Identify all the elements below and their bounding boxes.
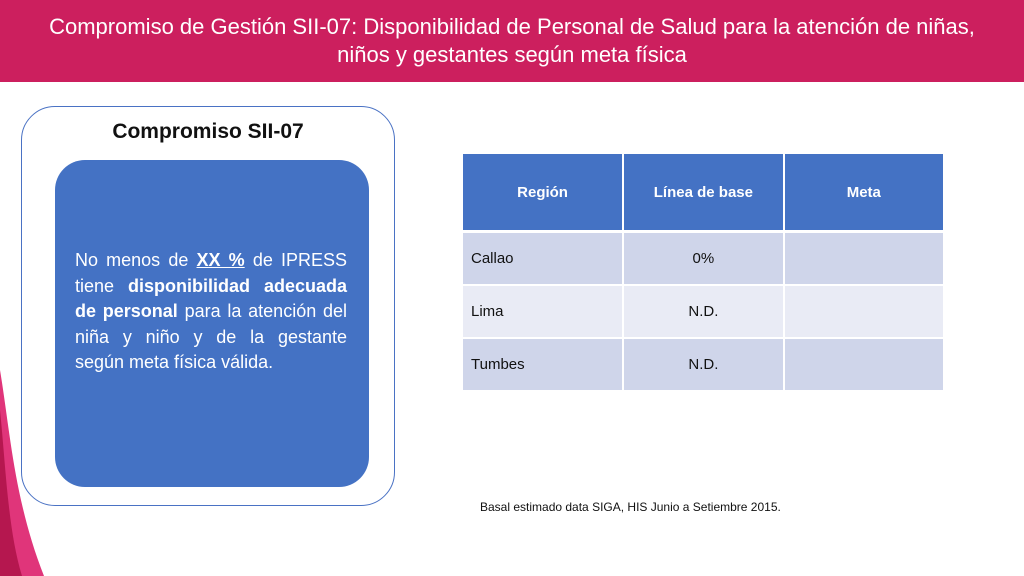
slide-title-line-2: niños y gestantes según meta física [337,42,687,67]
cell-baseline: 0% [623,232,784,286]
commitment-text-part-2: de IPRESS tiene [75,250,348,296]
table-row [463,338,943,391]
commitment-text-part-1: No menos de [75,250,197,270]
cell-target [784,338,943,391]
cell-region: Callao [463,232,623,286]
commitment-description-box [55,160,369,487]
column-header-target: Meta [784,154,943,232]
slide-header [0,0,1024,82]
commitment-text-bold: disponibilidad adecuada de personal [75,275,347,321]
cell-target [784,232,943,286]
cell-baseline: N.D. [623,285,784,338]
commitment-card-title: Compromiso SII-07 [112,120,304,143]
source-footnote: Basal estimado data SIGA, HIS Junio a Setiembre 2015. [480,500,781,514]
table-row [463,285,943,338]
commitment-text-part-3: para la atención del niña y niño y de la gestante según meta física válida. [75,301,348,372]
cell-baseline: N.D. [623,338,784,391]
table-row [463,232,943,286]
column-header-region: Región [463,154,623,232]
column-header-baseline: Línea de base [623,154,784,232]
cell-region: Lima [463,285,623,338]
cell-target [784,285,943,338]
baseline-table [463,154,943,392]
slide-title-line-1: Compromiso de Gestión SII-07: Disponibilidad de Personal de Salud para la atención de niñas, [49,14,975,39]
commitment-target-placeholder: XX % [196,250,245,270]
table-header-row [463,154,943,232]
cell-region: Tumbes [463,338,623,391]
